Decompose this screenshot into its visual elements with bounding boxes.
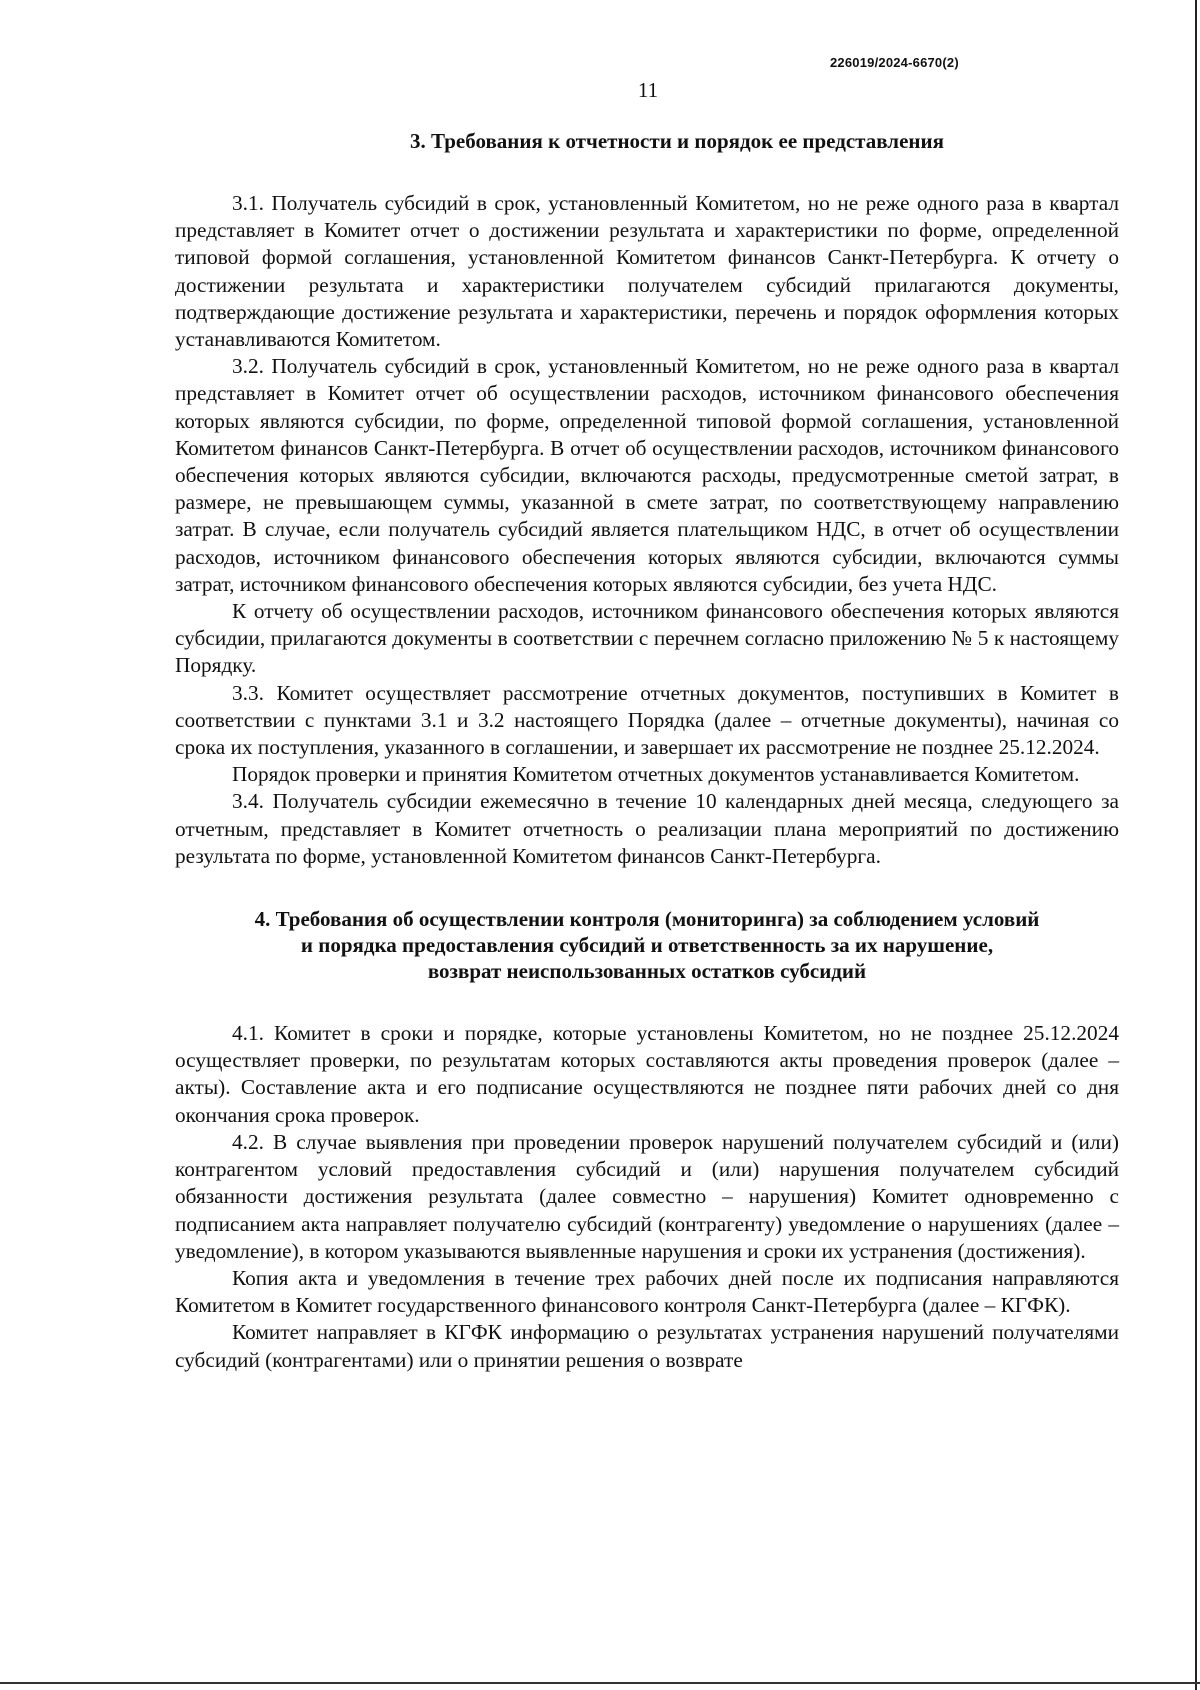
scan-edge-right <box>1195 0 1197 1690</box>
paragraph-4-2-copy: Копия акта и уведомления в течение трех рабочих дней после их подписания направляются Комитетом в Комитет государственного финансового контроля Санкт-Петербурга (далее – КГФК). <box>175 1265 1119 1318</box>
paragraph-3-4: 3.4. Получатель субсидии ежемесячно в течение 10 календарных дней месяца, следующего за отчетным, представляет в Комитет отчетность о реализации плана мероприятий по достижению результата по форме, установленной Комитетом финансов Санкт-Петербурга. <box>175 789 1119 868</box>
scan-edge-bottom <box>0 1682 1200 1684</box>
paragraph-3-3-procedure: Порядок проверки и принятия Комитетом отчетных документов устанавливается Комитетом. <box>232 762 1080 787</box>
document-id: 226019/2024-6670(2) <box>830 55 959 70</box>
paragraph-3-2-attachments: К отчету об осуществлении расходов, источником финансового обеспечения которых являются субсидии, прилагаются документы в соответствии с перечнем согласно приложению № 5 к настоящему Порядку. <box>175 599 1119 678</box>
paragraph-4-2-kgfk: Комитет направляет в КГФК информацию о результатах устранения нарушений получателями субсидий (контрагентами) или о принятии решения о возврате <box>175 1320 1119 1372</box>
section-4-title-line-1: 4. Требования об осуществлении контроля (мониторинга) за соблюдением условий <box>254 907 1040 932</box>
paragraph-3-2: 3.2. Получатель субсидий в срок, установленный Комитетом, но не реже одного раза в квартал представляет в Комитет отчет об осуществлении расходов, источником финансового обеспечения которых являются субсидии, по форме, определенной типовой формой соглашения, установленной Комитетом финансов Санкт-Петербурга. В отчет об осуществлении расходов, источником финансового обеспечения которых являются субсидии, включаются расходы, предусмотренные сметой затрат, в размере, не превышающем суммы, указанной в смете затрат, по соответствующему направлению затрат. В случае, если получатель субсидий является плательщиком НДС, в отчет об осуществлении расходов, источником финансового обеспечения которых являются субсидии, включаются суммы затрат, источником финансового обеспечения которых являются субсидии, без учета НДС. <box>175 354 1119 596</box>
document-body <box>175 128 1119 1374</box>
section-4-paragraphs <box>175 1020 1119 1374</box>
section-4-title-line-2: и порядка предоставления субсидий и ответственность за их нарушение, <box>300 933 994 958</box>
page-number: 11 <box>637 78 659 102</box>
section-3-title: 3. Требования к отчетности и порядок ее представления <box>410 129 944 153</box>
section-4-title <box>175 906 1119 984</box>
paragraph-3-1: 3.1. Получатель субсидий в срок, установленный Комитетом, но не реже одного раза в квартал представляет в Комитет отчет о достижении результата и характеристики по форме, определенной типовой формой соглашения, установленной Комитетом финансов Санкт-Петербурга. К отчету о достижении результата и характеристики получателем субсидий прилагаются документы, подтверждающие достижение результата и характеристики, перечень и порядок оформления которых устанавливаются Комитетом. <box>175 191 1119 352</box>
paragraph-3-3: 3.3. Комитет осуществляет рассмотрение отчетных документов, поступивших в Комитет в соответствии с пунктами 3.1 и 3.2 настоящего Порядка (далее – отчетные документы), начиная со срока их поступления, указанного в соглашении, и завершает их рассмотрение не позднее 25.12.2024. <box>175 680 1119 760</box>
paragraph-4-1: 4.1. Комитет в сроки и порядке, которые установлены Комитетом, но не позднее 25.12.2024 осуществляет проверки, по результатам которых составляются акты проведения проверок (далее – акты). Составление акта и его подписание осуществляются не позднее пяти рабочих дней со дня окончания срока проверок. <box>175 1021 1119 1127</box>
section-3-paragraphs <box>175 190 1119 870</box>
section-4-title-line-3: возврат неиспользованных остатков субсидий <box>427 959 867 984</box>
paragraph-4-2: 4.2. В случае выявления при проведении проверок нарушений получателем субсидий и (или) контрагентом условий предоставления субсидий и (или) нарушения получателем субсидий обязанности достижения результата (далее совместно – нарушения) Комитет одновременно с подписанием акта направляет получателю субсидий (контрагенту) уведомление о нарушениях (далее – уведомление), в котором указываются выявленные нарушения и сроки их устранения (достижения). <box>175 1129 1119 1263</box>
